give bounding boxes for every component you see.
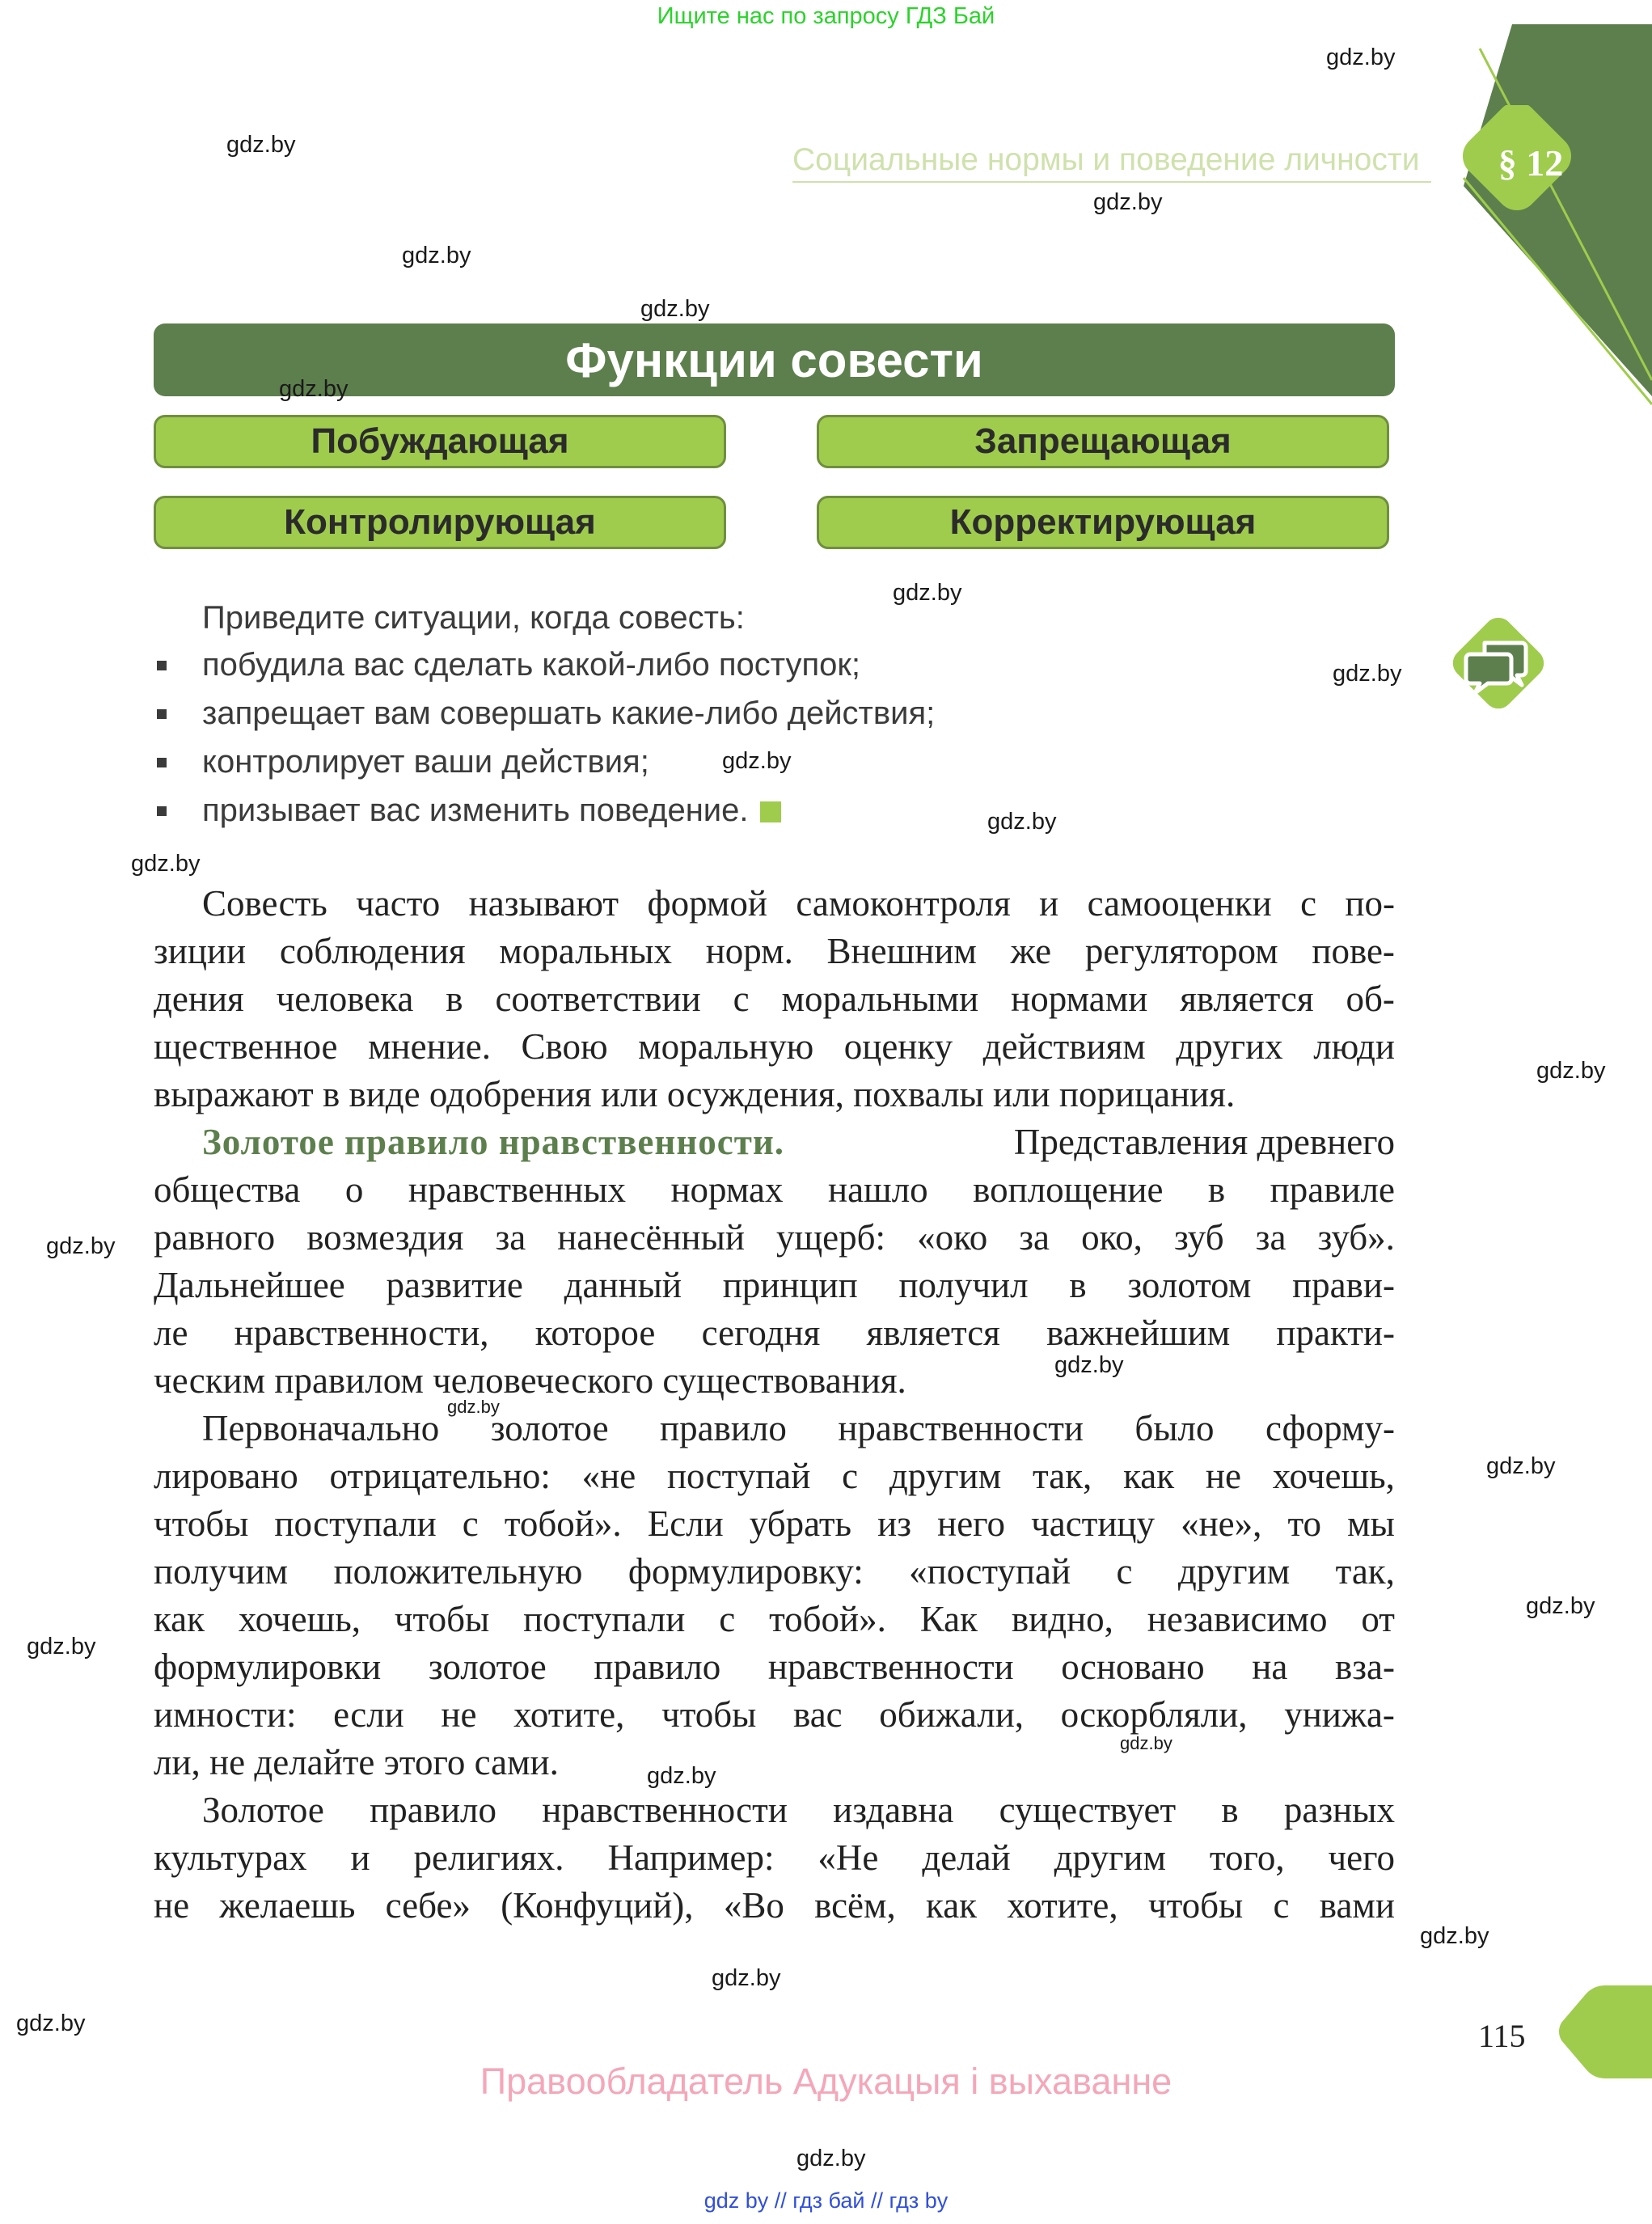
word: око,	[1081, 1217, 1143, 1258]
text-line	[154, 1214, 1395, 1262]
watermark: gdz.by	[402, 243, 471, 268]
word: на	[1252, 1647, 1288, 1687]
word: Первоначально	[202, 1408, 440, 1448]
word: прави-	[1292, 1265, 1395, 1305]
word: другим	[1177, 1551, 1291, 1592]
watermark: gdz.by	[893, 580, 962, 606]
word: хотите,	[513, 1694, 625, 1735]
word: формулировку:	[627, 1551, 864, 1592]
task-item: побудила вас сделать какой-либо поступок;	[202, 647, 861, 683]
watermark: gdz.by	[226, 132, 296, 158]
word: является	[866, 1313, 1000, 1353]
word: другим	[1054, 1837, 1166, 1878]
watermark: gdz.by	[722, 748, 792, 774]
word: общества	[154, 1169, 301, 1210]
word: того,	[1209, 1837, 1285, 1878]
word: ущерб:	[776, 1217, 886, 1258]
word: с	[733, 979, 750, 1019]
word: оценку	[843, 1026, 953, 1067]
word: Совесть	[202, 883, 327, 924]
word: с	[719, 1599, 736, 1639]
word: регулятором	[1084, 931, 1278, 971]
word: нормах	[670, 1169, 784, 1210]
word: если	[333, 1694, 404, 1735]
task-intro: Приведите ситуации, когда совесть:	[202, 600, 745, 636]
text-line	[154, 1882, 1395, 1930]
paragraph-3	[154, 1405, 1395, 1786]
bullet-marker	[157, 661, 167, 670]
word: соответствии	[495, 979, 701, 1019]
word: оскорбляли,	[1060, 1694, 1248, 1735]
word: с	[1273, 1885, 1290, 1926]
word: равного	[154, 1217, 276, 1258]
word: «поступай	[909, 1551, 1071, 1592]
text-line	[154, 928, 1395, 975]
function-box-motivating: Побуждающая	[154, 415, 726, 468]
word: не	[1205, 1456, 1241, 1496]
word: является	[1180, 979, 1314, 1019]
word: «Во	[723, 1885, 784, 1926]
text-line	[154, 1500, 1395, 1548]
word: практи-	[1276, 1313, 1395, 1353]
end-marker	[760, 801, 781, 822]
word: (Конфуций),	[501, 1885, 694, 1926]
text-line	[154, 1834, 1395, 1882]
word: то	[1287, 1503, 1322, 1544]
word: лировано	[154, 1456, 298, 1496]
word: правило	[594, 1647, 721, 1687]
word: нашло	[828, 1169, 928, 1210]
header-divider	[792, 181, 1431, 183]
word: золотое	[428, 1647, 547, 1687]
word: по-	[1345, 883, 1395, 924]
text-line	[154, 1023, 1395, 1071]
word: вас	[793, 1694, 843, 1735]
paragraph-2	[154, 1118, 1395, 1405]
word: в	[1221, 1790, 1239, 1830]
word: и	[350, 1837, 370, 1878]
word: нравственности	[838, 1408, 1084, 1448]
watermark: gdz.by	[1093, 189, 1163, 215]
word: возмездия	[306, 1217, 464, 1258]
word: золотом	[1127, 1265, 1252, 1305]
task-item: запрещает вам совершать какие-либо действия;	[202, 696, 936, 731]
text-line	[154, 1596, 1395, 1643]
word: поступай	[666, 1456, 811, 1496]
word: зиции	[154, 931, 247, 971]
watermark: gdz.by	[27, 1634, 96, 1660]
watermark: gdz.by	[1420, 1923, 1489, 1949]
word: формулировки	[154, 1647, 382, 1687]
text-line: выражают в виде одобрения или осуждения, похвалы или порицания.	[154, 1074, 1236, 1114]
word: тобой».	[504, 1503, 622, 1544]
word: хотите,	[1007, 1885, 1118, 1926]
page-number: 115	[1478, 2018, 1526, 2054]
word: самоконтроля	[796, 883, 1011, 924]
bullet-marker	[157, 758, 167, 767]
word: себе»	[385, 1885, 471, 1926]
word: видно,	[1011, 1599, 1113, 1639]
word: как	[154, 1599, 205, 1639]
section-title: Социальные нормы и поведение личности	[792, 142, 1420, 177]
word: принцип	[722, 1265, 858, 1305]
word: и	[1039, 883, 1059, 924]
watermark: gdz.by	[1333, 661, 1402, 687]
word: как	[1123, 1456, 1175, 1496]
word: из	[877, 1503, 912, 1544]
task-item-text: призывает вас изменить поведение.	[202, 793, 749, 828]
word: формой	[647, 883, 767, 924]
word: воплощение	[973, 1169, 1164, 1210]
word: Как	[919, 1599, 978, 1639]
word: хочешь,	[238, 1599, 361, 1639]
word: чтобы	[154, 1503, 249, 1544]
word: другим	[889, 1456, 1002, 1496]
watermark: gdz.by	[131, 851, 201, 877]
function-box-controlling: Контролирующая	[154, 496, 726, 549]
word: Внешним	[826, 931, 977, 971]
text-line: ли, не делайте этого сами.	[154, 1742, 559, 1782]
word: часто	[356, 883, 441, 924]
word: Свою	[521, 1026, 608, 1067]
bullet-marker	[157, 806, 167, 816]
word: нравственности,	[234, 1313, 489, 1353]
word: так,	[1335, 1551, 1395, 1592]
word: тобой».	[769, 1599, 886, 1639]
word: пове-	[1312, 931, 1395, 971]
task-item	[202, 793, 781, 829]
text-line	[154, 1405, 1395, 1452]
word: с	[842, 1456, 859, 1496]
word: имности:	[154, 1694, 297, 1735]
section-badge: § 12	[1498, 142, 1564, 184]
watermark: gdz.by	[1054, 1352, 1124, 1378]
word: в	[1069, 1265, 1087, 1305]
word: самооценки	[1087, 883, 1272, 924]
word: с	[462, 1503, 479, 1544]
watermark: gdz.by	[1526, 1593, 1595, 1619]
word: существует	[999, 1790, 1177, 1830]
word: «не»,	[1181, 1503, 1262, 1544]
word: получим	[154, 1551, 289, 1592]
golden-rule-heading: Золотое правило нравственности.	[202, 1122, 784, 1162]
word: других	[1176, 1026, 1283, 1067]
word: в	[1207, 1169, 1226, 1210]
text-line: ческим правилом человеческого существования.	[154, 1360, 906, 1401]
word: соблюдения	[279, 931, 466, 971]
word: же	[1010, 931, 1052, 971]
word: развитие	[386, 1265, 523, 1305]
word: человека	[276, 979, 414, 1019]
word: хочешь,	[1272, 1456, 1395, 1496]
watermark: gdz.by	[647, 1763, 716, 1789]
word: моральную	[638, 1026, 814, 1067]
word: Например:	[607, 1837, 775, 1878]
watermark: gdz.by	[1536, 1058, 1606, 1084]
word: Золотое	[202, 1790, 324, 1830]
watermark: gdz.by	[1486, 1453, 1556, 1479]
word: положительную	[333, 1551, 583, 1592]
function-box-prohibiting: Запрещающая	[817, 415, 1389, 468]
word: делай	[922, 1837, 1011, 1878]
word: так,	[1033, 1456, 1092, 1496]
word: правило	[660, 1408, 787, 1448]
word: чтобы	[661, 1694, 757, 1735]
word: поступали	[523, 1599, 686, 1639]
word: поступали	[274, 1503, 437, 1544]
word: не	[154, 1885, 190, 1926]
text-line-rest: Представления древнего	[1013, 1122, 1395, 1162]
text-line	[154, 1262, 1395, 1309]
word: «око	[917, 1217, 988, 1258]
word: с	[1300, 883, 1317, 924]
word: сегодня	[701, 1313, 821, 1353]
word: нравственности	[767, 1647, 1014, 1687]
text-line	[154, 975, 1395, 1023]
word: золотое	[490, 1408, 609, 1448]
word: вза-	[1334, 1647, 1395, 1687]
word: об-	[1346, 979, 1395, 1019]
word: вами	[1319, 1885, 1395, 1926]
rights-holder: Правообладатель Адукацыя і выхаванне	[480, 2061, 1172, 2102]
word: чтобы	[394, 1599, 490, 1639]
word: моральными	[781, 979, 979, 1019]
watermark: gdz.by	[46, 1233, 116, 1259]
word: моральных	[499, 931, 672, 971]
watermark: gdz.by	[987, 809, 1057, 835]
word: нанесённый	[557, 1217, 745, 1258]
word: нравственных	[408, 1169, 626, 1210]
text-line	[154, 880, 1395, 928]
word: унижа-	[1284, 1694, 1395, 1735]
word: люди	[1313, 1026, 1395, 1067]
watermark: gdz.by	[796, 2146, 866, 2171]
word: Дальнейшее	[154, 1265, 345, 1305]
bullet-marker	[157, 709, 167, 719]
watermark: gdz.by	[640, 296, 710, 322]
word: нормами	[1011, 979, 1148, 1019]
watermark: gdz.by	[1120, 1733, 1172, 1753]
word: отрицательно:	[329, 1456, 551, 1496]
word: дения	[154, 979, 244, 1019]
watermark: gdz.by	[712, 1965, 781, 1991]
word: издавна	[833, 1790, 954, 1830]
text-line	[154, 1643, 1395, 1691]
text-line	[154, 1452, 1395, 1500]
word: правило	[370, 1790, 497, 1830]
word: независимо	[1147, 1599, 1328, 1639]
discussion-icon	[1438, 603, 1559, 724]
word: частицу	[1031, 1503, 1156, 1544]
word: религиях.	[413, 1837, 564, 1878]
word: норм.	[705, 931, 793, 971]
word: зуб	[1173, 1217, 1224, 1258]
word: Если	[647, 1503, 724, 1544]
functions-banner: Функции совести	[154, 323, 1395, 396]
word: желаешь	[219, 1885, 356, 1926]
watermark: gdz.by	[16, 2010, 86, 2036]
word: щественное	[154, 1026, 338, 1067]
word: чего	[1328, 1837, 1395, 1878]
word: правиле	[1270, 1169, 1395, 1210]
task-item: контролирует ваши действия;	[202, 744, 649, 780]
word: данный	[564, 1265, 682, 1305]
text-line	[154, 1166, 1395, 1214]
word: мы	[1347, 1503, 1395, 1544]
word: сформу-	[1265, 1408, 1395, 1448]
word: культурах	[154, 1837, 307, 1878]
word: «Не	[818, 1837, 879, 1878]
top-search-hint: Ищите нас по запросу ГДЗ Бай	[657, 3, 995, 29]
word: разных	[1283, 1790, 1395, 1830]
word: действиям	[982, 1026, 1146, 1067]
word: от	[1361, 1599, 1395, 1639]
word: которое	[534, 1313, 656, 1353]
paragraph-4	[154, 1786, 1395, 1930]
word: не	[441, 1694, 477, 1735]
word: всём,	[814, 1885, 896, 1926]
text-line	[154, 1548, 1395, 1596]
word: за	[1019, 1217, 1050, 1258]
word: за	[495, 1217, 526, 1258]
word: мнение.	[368, 1026, 491, 1067]
text-line	[154, 1309, 1395, 1357]
word: получил	[898, 1265, 1029, 1305]
word: чтобы	[1147, 1885, 1244, 1926]
paragraph-1	[154, 880, 1395, 1118]
word: в	[446, 979, 463, 1019]
word: как	[926, 1885, 978, 1926]
text-line	[154, 1118, 1395, 1166]
word: называют	[468, 883, 619, 924]
word: ле	[154, 1313, 188, 1353]
watermark: gdz.by	[1326, 44, 1396, 70]
word: о	[344, 1169, 364, 1210]
function-box-correcting: Корректирующая	[817, 496, 1389, 549]
word: за	[1255, 1217, 1287, 1258]
text-line	[154, 1691, 1395, 1739]
word: убрать	[749, 1503, 852, 1544]
word: важнейшим	[1046, 1313, 1231, 1353]
word: обижали,	[879, 1694, 1025, 1735]
watermark: gdz.by	[447, 1397, 500, 1417]
word: нравственности	[542, 1790, 788, 1830]
word: зуб».	[1317, 1217, 1395, 1258]
word: с	[1116, 1551, 1133, 1592]
word: него	[937, 1503, 1006, 1544]
watermark: gdz.by	[279, 376, 349, 402]
word: основано	[1061, 1647, 1205, 1687]
word: «не	[581, 1456, 636, 1496]
text-line	[154, 1786, 1395, 1834]
word: было	[1134, 1408, 1215, 1448]
footer-links[interactable]: gdz by // гдз бай // гдз by	[703, 2188, 949, 2213]
